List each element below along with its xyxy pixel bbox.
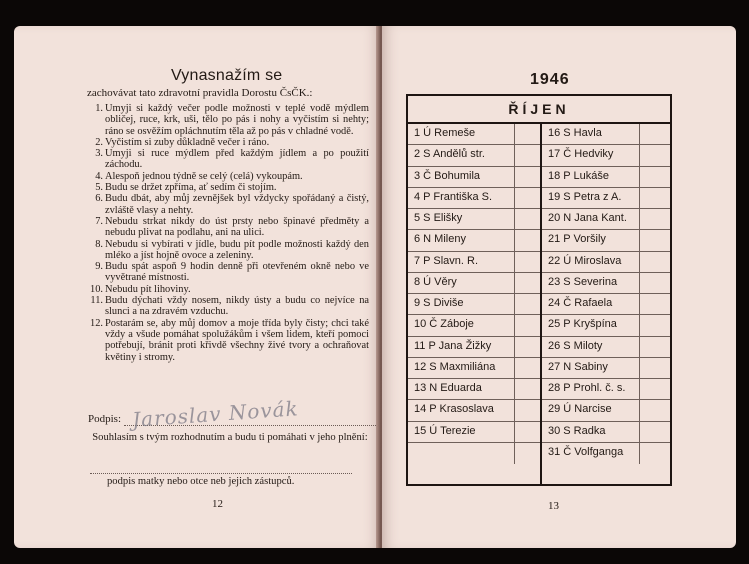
calendar-day-label: 14 P Krasoslava [414,403,494,416]
parent-signature-line [90,473,352,474]
calendar-day-cell [408,230,541,251]
calendar-day-label: 21 P Voršily [548,233,606,246]
parent-consent-text: Souhlasím s tvým rozhodnutím a budu ti pomáhati v jeho plnění: [92,432,368,443]
rule-item [89,182,369,193]
calendar-note-box [514,209,541,229]
rule-item [89,193,369,216]
calendar-day-label: 1 Ú Remeše [414,127,476,139]
calendar-note-box [514,315,541,335]
calendar-day-label: 17 Č Hedviky [548,148,614,161]
rule-item [89,318,369,363]
calendar-day-cell [408,252,541,273]
calendar-note-box [514,358,541,378]
calendar-day-cell [542,188,670,209]
calendar-note-box [639,379,670,399]
open-book [14,26,736,548]
calendar-day-cell [542,209,670,230]
calendar-day-cell [542,422,670,443]
signature-label: Podpis: [88,413,122,425]
calendar-day-cell [408,443,541,464]
rule-number: 7. [95,215,103,227]
calendar-day-label: 12 S Maxmiliána [414,360,496,373]
calendar-day-cell [542,443,670,464]
calendar-day-cell [408,400,541,421]
calendar-day-cell [408,188,541,209]
calendar-day-label: 22 Ú Miroslava [548,254,622,267]
rule-item [89,137,369,148]
calendar-note-box [639,443,670,464]
rule-item [89,295,369,318]
calendar-day-cell [408,294,541,315]
calendar-day-cell [408,124,541,145]
calendar-note-box [639,145,670,165]
calendar-day-label: 30 S Radka [548,424,606,437]
calendar-day-cell [408,379,541,400]
calendar-note-box [639,358,670,378]
calendar-day-cell [408,273,541,294]
calendar-note-box [514,145,541,165]
rule-text: Nebudu si vybírati v jídle, budu pít podle možnosti každý den mléko a jíst hojně ovoce a zeleniny. [105,238,369,261]
rule-item [89,148,369,171]
calendar-day-label: 28 P Prohl. č. s. [548,382,626,394]
calendar-day-cell [542,252,670,273]
calendar-column-1 [408,124,541,464]
calendar-note-box [514,443,541,464]
calendar-note-box [514,167,541,187]
rule-item [89,216,369,239]
calendar-day-cell [542,337,670,358]
calendar-day-label: 20 N Jana Kant. [548,212,627,224]
calendar-day-label: 8 Ú Věry [414,275,457,288]
calendar-day-label: 16 S Havla [548,127,602,139]
calendar-day-label: 19 S Petra z A. [548,190,622,203]
rule-text: Umyji si ruce mýdlem před každým jídlem a po použití záchodu. [105,148,369,171]
calendar-note-box [639,400,670,420]
rule-item [89,103,369,137]
handwritten-signature: Jaroslav Novák [131,396,300,432]
rule-number: 5. [95,182,103,194]
calendar-day-cell [408,209,541,230]
calendar-day-cell [542,400,670,421]
calendar-note-box [514,124,541,144]
rule-number: 4. [95,170,103,182]
rule-number: 6. [95,193,103,205]
calendar-day-label: 5 S Elišky [414,212,463,224]
rule-number: 12. [90,317,103,329]
calendar-day-cell [542,230,670,251]
calendar-note-box [639,252,670,272]
calendar-note-box [514,230,541,250]
page-title: Vynasnažím se [171,67,283,84]
rule-text: Budu se držet zpříma, ať sedím či stojím. [105,182,277,194]
month-calendar [406,94,672,486]
calendar-note-box [514,337,541,357]
calendar-note-box [514,273,541,293]
rule-number: 11. [90,295,103,307]
rule-item [89,284,369,295]
calendar-day-label: 10 Č Záboje [414,318,474,331]
calendar-day-cell [408,422,541,443]
calendar-day-label: 26 S Miloty [548,339,603,352]
rule-text: Nebudu pít lihoviny. [105,283,191,295]
calendar-day-label: 11 P Jana Žižky [414,339,492,352]
calendar-day-label: 13 N Eduarda [414,382,482,394]
calendar-year: 1946 [530,71,570,88]
calendar-note-box [639,167,670,187]
calendar-day-label: 18 P Lukáše [548,169,609,182]
calendar-day-cell [542,379,670,400]
month-name: ŘÍJEN [408,96,670,124]
calendar-note-box [514,422,541,442]
calendar-note-box [514,400,541,420]
rule-number: 3. [95,148,103,160]
calendar-day-label: 23 S Severina [548,275,618,288]
calendar-day-label: 24 Č Rafaela [548,297,613,309]
calendar-day-label: 4 P Františka S. [414,190,493,203]
rule-text: Budu dbát, aby můj zevnějšek byl vždycky spořádaný a čistý, zvláště vlasy a nehty. [105,193,369,216]
calendar-column-2 [542,124,670,464]
calendar-note-box [639,294,670,314]
calendar-day-label: 15 Ú Terezie [414,424,476,437]
calendar-day-label: 6 N Mileny [414,233,466,246]
calendar-note-box [639,230,670,250]
rule-item [89,239,369,262]
calendar-day-cell [542,167,670,188]
rule-text: Umyji si každý večer podle možnosti v teplé vodě mýdlem obličej, ruce, krk, uši, tělo po pás i nohy a vyčistím si nehty; ráno se osvěžím opláchnutím těla až po pás v chladné vodě. [105,103,369,137]
rule-item [89,261,369,284]
calendar-day-label: 29 Ú Narcise [548,403,612,416]
calendar-note-box [639,337,670,357]
calendar-day-cell [542,315,670,336]
page-subtitle: zachovávat tato zdravotní pravidla Dorostu ČsČK.: [87,87,313,99]
calendar-note-box [514,188,541,208]
calendar-note-box [514,379,541,399]
page-number-right: 13 [548,500,559,512]
rule-text: Budu spát aspoň 9 hodin denně při otevřeném okně nebo ve vyvětrané místnosti. [105,261,369,284]
calendar-day-label: 7 P Slavn. R. [414,254,478,267]
calendar-note-box [639,273,670,293]
calendar-note-box [639,124,670,144]
calendar-note-box [514,252,541,272]
rule-item [89,171,369,182]
health-rules-list [89,103,369,363]
calendar-day-label: 31 Č Volfganga [548,445,624,458]
rule-number: 9. [95,261,103,273]
calendar-note-box [639,422,670,442]
page-number-left: 12 [212,498,223,510]
calendar-day-cell [542,294,670,315]
calendar-day-label: 3 Č Bohumila [414,169,481,182]
calendar-day-cell [542,273,670,294]
rule-number: 10. [90,283,103,295]
rule-number: 1. [95,103,103,114]
rule-text: Nebudu strkat nikdy do úst prsty nebo špinavé předměty a nebudu plivat na podlahu, ani na ulici. [105,215,369,239]
rule-number: 2. [95,136,103,148]
calendar-day-label: 25 P Kryšpína [548,318,617,331]
rule-text: Postarám se, aby můj domov a moje třída byly čisty; chci také vždy a všude pomáhat spolužákům i všem lidem, kteří pomoci potřebují, bránit proti křivdě všechny živé tvory a ochraňovat květiny i stromy. [105,317,369,363]
calendar-day-label: 2 S Andělů str. [414,148,485,161]
calendar-day-cell [542,145,670,166]
calendar-note-box [639,315,670,335]
calendar-day-cell [408,337,541,358]
calendar-note-box [514,294,541,314]
left-page [14,26,380,548]
calendar-note-box [639,209,670,229]
calendar-note-box [639,188,670,208]
calendar-day-label: 27 N Sabiny [548,360,608,373]
calendar-day-cell [542,358,670,379]
rule-text: Alespoň jednou týdně se celý (celá) vykoupám. [105,170,303,182]
rule-number: 8. [95,238,103,250]
calendar-day-cell [408,167,541,188]
calendar-day-cell [542,124,670,145]
right-page [382,26,736,548]
parent-signature-caption: podpis matky nebo otce neb jejich zástupců. [107,476,295,487]
calendar-day-cell [408,145,541,166]
calendar-day-label: 9 S Diviše [414,297,464,309]
calendar-day-cell [408,358,541,379]
calendar-day-cell [408,315,541,336]
rule-text: Budu dýchati vždy nosem, nikdy ústy a budu co nejvíce na slunci a na zdravém vzduchu. [105,295,369,318]
rule-text: Vyčistím si zuby důkladně večer i ráno. [105,136,270,148]
